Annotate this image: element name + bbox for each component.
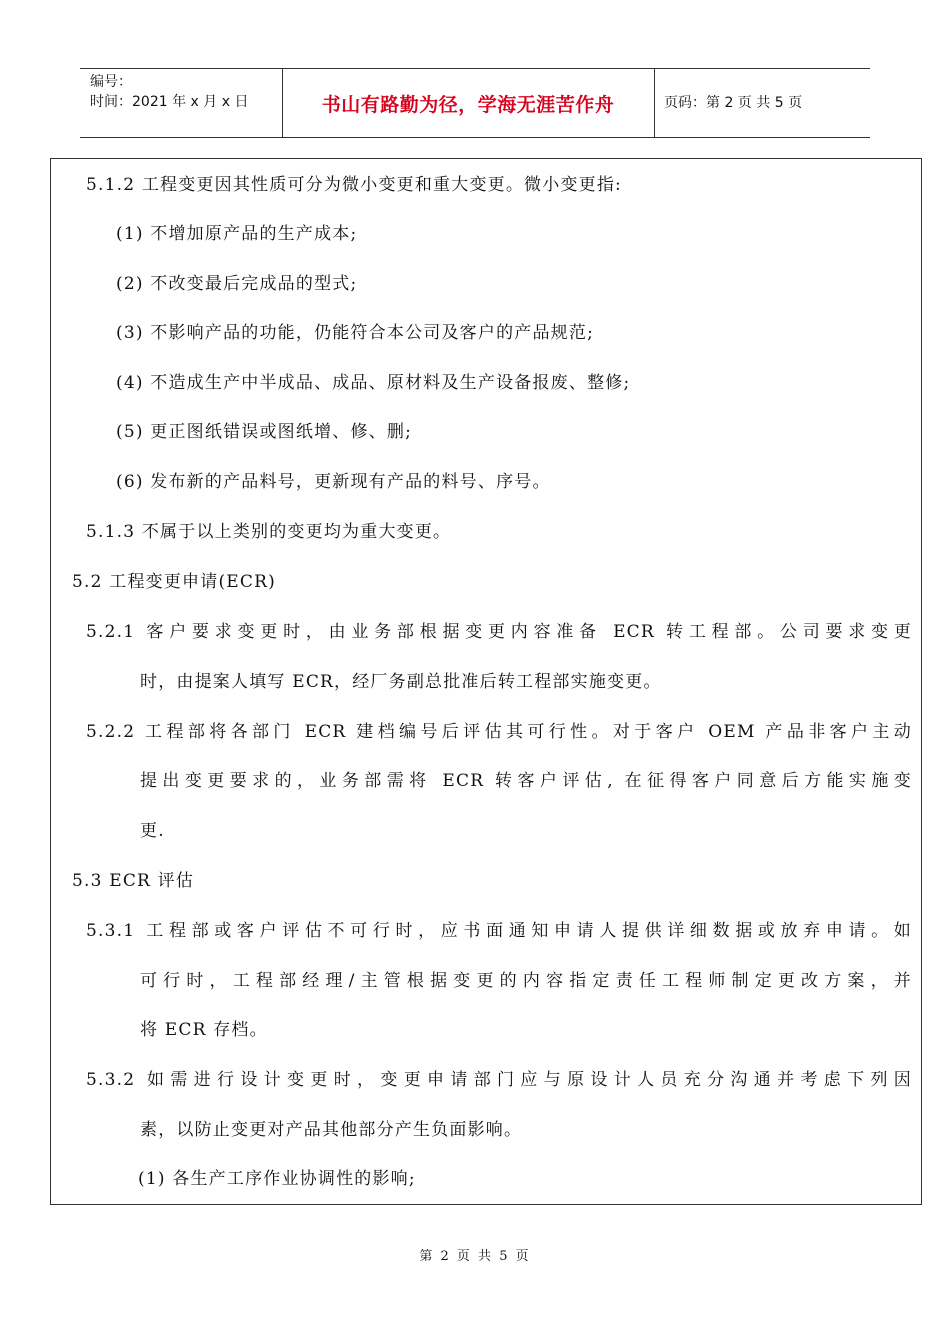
clause-5-3-2: 5.3.2 如需进行设计变更时，变更申请部门应与原设计人员充分沟通并考虑下列因 xyxy=(86,1070,912,1090)
header-motto: 书山有路勤为径，学海无涯苦作舟 xyxy=(321,93,615,116)
header-page-label: 页码：第 2 页 共 5 页 xyxy=(664,95,803,111)
clause-5-2-1-cont: 时，由提案人填写 ECR，经厂务副总批准后转工程部实施变更。 xyxy=(140,672,662,692)
list-item: (5) 更正图纸错误或图纸增、修、删; xyxy=(116,422,413,442)
section-heading-5-2: 5.2 工程变更申请(ECR) xyxy=(72,572,276,592)
clause-5-1-2: 5.1.2 工程变更因其性质可分为微小变更和重大变更。微小变更指: xyxy=(86,175,622,195)
list-item: (1) 各生产工序作业协调性的影响; xyxy=(138,1169,416,1189)
clause-5-2-2-cont: 更. xyxy=(140,821,165,841)
list-item: (2) 不改变最后完成品的型式; xyxy=(116,274,358,294)
page-footer: 第 2 页 共 5 页 xyxy=(419,1249,531,1264)
clause-5-3-1-cont: 将 ECR 存档。 xyxy=(140,1020,268,1040)
list-item: (4) 不造成生产中半成品、成品、原材料及生产设备报废、整修; xyxy=(116,373,631,393)
clause-5-2-2: 5.2.2 工程部将各部门 ECR 建档编号后评估其可行性。对于客户 OEM 产品非客户主动 xyxy=(86,722,912,742)
section-heading-5-3: 5.3 ECR 评估 xyxy=(72,871,195,891)
clause-5-1-3: 5.1.3 不属于以上类别的变更均为重大变更。 xyxy=(86,522,452,542)
list-item: (6) 发布新的产品料号，更新现有产品的料号、序号。 xyxy=(116,472,551,492)
header-divider xyxy=(654,69,655,137)
clause-5-3-2-cont: 素，以防止变更对产品其他部分产生负面影响。 xyxy=(140,1120,523,1140)
clause-5-2-2-cont: 提出变更要求的，业务部需将 ECR 转客户评估, 在征得客户同意后方能实施变 xyxy=(140,771,912,791)
list-item: (1) 不增加原产品的生产成本; xyxy=(116,224,358,244)
clause-5-3-1-cont: 可行时，工程部经理/主管根据变更的内容指定责任工程师制定更改方案，并 xyxy=(140,971,912,991)
number-label: 编号： xyxy=(90,74,132,90)
clause-5-3-1: 5.3.1 工程部或客户评估不可行时，应书面通知申请人提供详细数据或放弃申请。如 xyxy=(86,921,912,941)
clause-5-2-1: 5.2.1 客户要求变更时，由业务部根据变更内容准备 ECR 转工程部。公司要求变更 xyxy=(86,622,912,642)
header-meta xyxy=(90,72,248,112)
time-label: 时间：2021 年 x 月 x 日 xyxy=(90,94,249,110)
list-item: (3) 不影响产品的功能，仍能符合本公司及客户的产品规范; xyxy=(116,323,595,343)
page-header-table xyxy=(80,68,870,138)
